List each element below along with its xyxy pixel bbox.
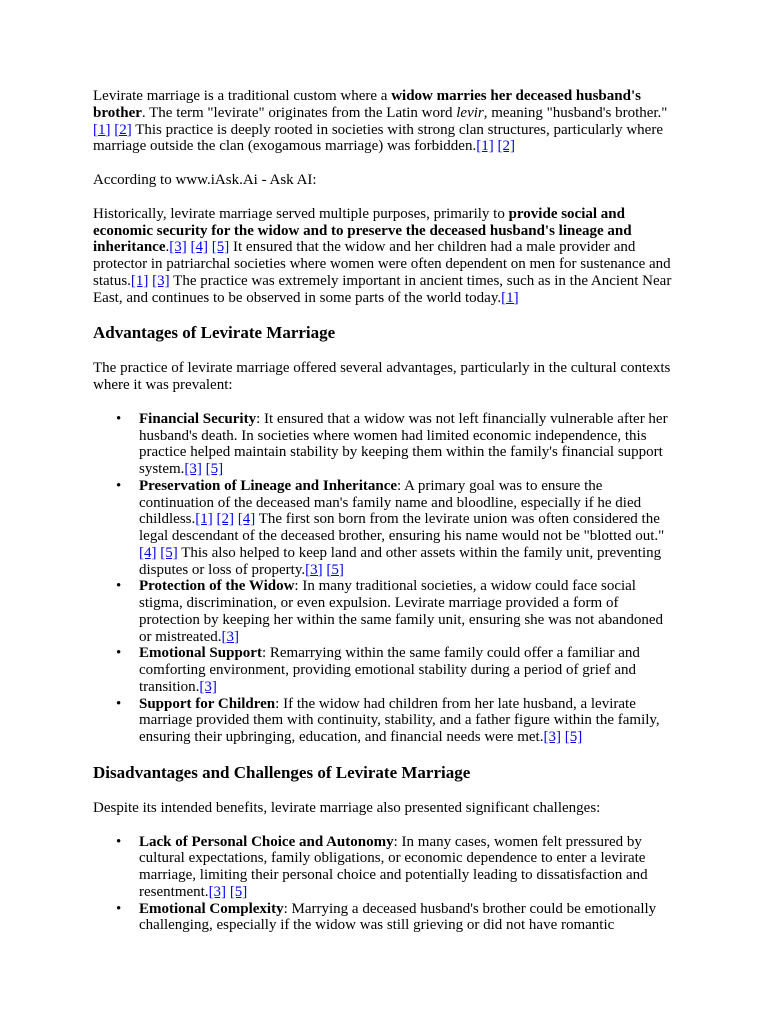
citation-link[interactable]: [3]: [543, 729, 561, 745]
history-text: It ensured that the widow and her children had a male provider and protector in patriarchal societies where women were often dependent on men for sustenance and status.: [93, 239, 671, 289]
list-item: [116, 900, 677, 935]
bullet-icon: •: [116, 578, 122, 595]
history-text: Historically, levirate marriage served multiple purposes, primarily to: [93, 205, 509, 222]
citation-link[interactable]: [1]: [501, 289, 519, 306]
intro-bold: widow marries her deceased husband's brother: [93, 88, 641, 121]
citation-link[interactable]: [3]: [221, 628, 239, 645]
citation-link[interactable]: [4]: [139, 544, 157, 561]
list-item: [116, 410, 677, 478]
intro-paragraph: [93, 88, 677, 155]
citation-link[interactable]: [3]: [152, 272, 170, 289]
item-text: This also helped to keep land and other assets within the family unit, preventing disputes or loss of property.: [139, 544, 662, 578]
citation-link[interactable]: [5]: [326, 561, 344, 578]
item-title: Financial Security: [139, 410, 257, 427]
citation-link[interactable]: [5]: [564, 729, 583, 745]
citation-link[interactable]: [1]: [130, 272, 149, 289]
disadvantages-intro: Despite its intended benefits, levirate marriage also presented significant challenges:: [93, 799, 601, 816]
citation-link[interactable]: [4]: [190, 239, 208, 256]
citation-link[interactable]: [3]: [305, 561, 323, 578]
disadvantages-heading: Disadvantages and Challenges of Levirate Marriage: [93, 762, 471, 782]
citation-link[interactable]: [5]: [205, 461, 224, 477]
list-item: [116, 833, 677, 901]
intro-text: Levirate marriage is a traditional custom where a: [93, 88, 392, 104]
item-title: Emotional Complexity: [139, 900, 284, 917]
citation-link[interactable]: [3]: [208, 883, 227, 900]
advantages-intro: The practice of levirate marriage offered several advantages, particularly in the cultural contexts where it was prevalent:: [93, 360, 671, 393]
item-text: : Remarrying within the same family could offer a familiar and comforting environment, providing emotional stability during a period of grief and transition.: [139, 645, 640, 695]
bullet-icon: •: [116, 695, 122, 712]
bullet-icon: •: [116, 900, 122, 917]
bullet-icon: •: [116, 833, 122, 850]
source-attribution: According to www.iAsk.Ai - Ask AI:: [93, 172, 317, 188]
history-paragraph: [93, 206, 677, 307]
history-bold: provide social and economic security for the widow and to preserve the deceased husband's lineage and inheritance: [93, 205, 632, 256]
history-text: The practice was extremely important in ancient times, such as in the Ancient Near East, and continues to be observed in some parts of the world today.: [93, 272, 672, 306]
list-item: [116, 477, 677, 579]
item-text: : If the widow had children from her late husband, a levirate marriage provided them with continuity, stability, and a father figure within the family, ensuring their upbringing, education, and financial needs were met.: [139, 695, 660, 745]
bullet-icon: •: [116, 645, 122, 662]
bullet-icon: •: [116, 477, 122, 494]
list-item: [116, 695, 677, 746]
item-text: : A primary goal was to ensure the continuation of the deceased man's family name and bloodline, especially if he died childless.: [139, 477, 642, 528]
advantages-list: [93, 411, 677, 746]
history-text: .: [165, 239, 170, 256]
item-title: Preservation of Lineage and Inheritance: [139, 477, 398, 494]
citation-link[interactable]: [4]: [237, 511, 256, 528]
item-title: Lack of Personal Choice and Autonomy: [139, 833, 394, 850]
citation-link[interactable]: [1]: [93, 121, 111, 138]
list-item: [116, 645, 677, 695]
item-text: The first son born from the levirate union was often considered the legal descendant of the deceased brother, ensuring his name would not be "blotted out.": [139, 511, 665, 544]
intro-text: . The term "levirate" originates from the Latin word: [141, 104, 457, 121]
advantages-heading: Advantages of Levirate Marriage: [93, 323, 336, 343]
intro-italic: levir: [456, 104, 484, 121]
disadvantages-list: [93, 834, 677, 935]
citation-link[interactable]: [3]: [169, 239, 187, 256]
intro-text: , meaning "husband's brother.": [483, 104, 668, 121]
item-text: : In many traditional societies, a widow could face social stigma, discrimination, or even expulsion. Levirate marriage provided a form of protection by keeping her within the same family unit, ensuring she was not abandoned or mistreated.: [139, 578, 664, 645]
item-title: Protection of the Widow: [139, 578, 295, 595]
bullet-icon: •: [116, 410, 122, 427]
citation-link[interactable]: [1]: [476, 138, 494, 155]
citation-link[interactable]: [2]: [216, 511, 234, 528]
citation-link[interactable]: [5]: [211, 239, 230, 256]
citation-link[interactable]: [2]: [114, 121, 132, 138]
list-item: [116, 578, 677, 645]
citation-link[interactable]: [3]: [184, 461, 202, 477]
item-text: : In many cases, women felt pressured by cultural expectations, family obligations, or economic dependence to enter a levirate marriage, limiting their personal choice and potentially leading to dissatisfaction and resentment.: [139, 833, 648, 900]
item-text: : Marrying a deceased husband's brother could be emotionally challenging, especially if the widow was still grieving or did not have romantic: [139, 900, 657, 934]
document-body: [93, 88, 677, 951]
citation-link[interactable]: [5]: [160, 544, 178, 561]
citation-link[interactable]: [5]: [229, 883, 248, 900]
citation-link[interactable]: [3]: [199, 678, 217, 695]
citation-link[interactable]: [2]: [497, 138, 515, 155]
intro-text: This practice is deeply rooted in societies with strong clan structures, particularly where marriage outside the clan (exogamous marriage) was forbidden.: [93, 121, 663, 155]
item-text: : It ensured that a widow was not left financially vulnerable after her husband's death. In societies where women had limited economic independence, this practice helped maintain stability by keeping them within the family's financial support system.: [139, 410, 668, 477]
item-title: Emotional Support: [139, 645, 262, 662]
item-title: Support for Children: [139, 695, 276, 712]
citation-link[interactable]: [1]: [195, 511, 213, 528]
